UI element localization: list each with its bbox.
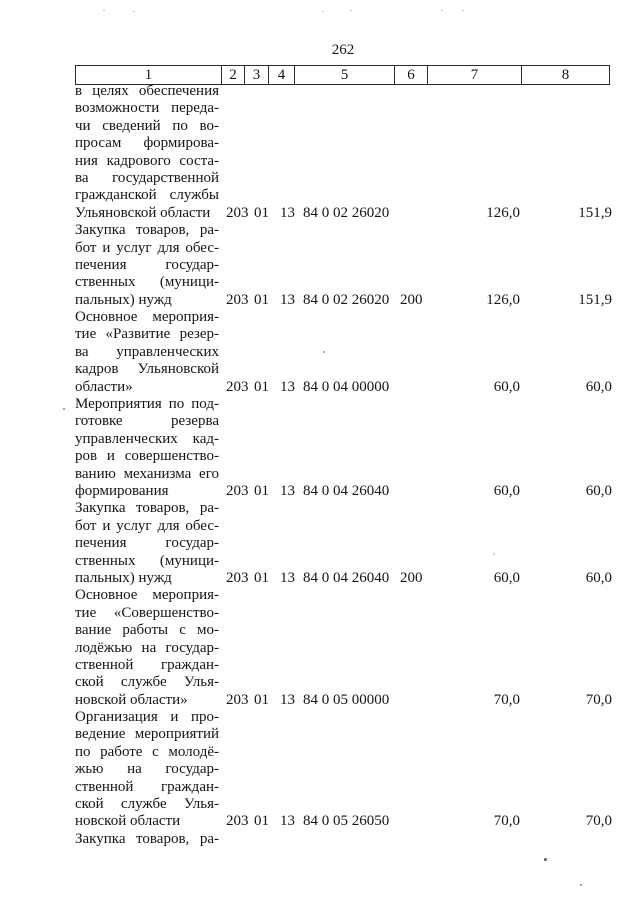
description-line: Закупка товаров, ра-	[75, 830, 219, 847]
amount-year-2-cell: 151,9	[578, 291, 612, 308]
description-line: возможности переда-	[75, 100, 219, 117]
description-line: печения государ-	[75, 535, 219, 552]
description-line: области»	[75, 378, 133, 395]
header-col-7: 7	[428, 66, 522, 84]
ministry-code-cell: 203	[226, 482, 249, 499]
scan-speck	[350, 10, 352, 11]
ministry-code-cell: 203	[226, 291, 249, 308]
scan-speck	[441, 10, 443, 11]
table-row	[75, 396, 612, 500]
section-code-cell: 01	[254, 691, 269, 708]
expense-type-code-cell	[396, 205, 428, 222]
scan-speck	[103, 10, 105, 11]
description-line: ва управленческих	[75, 343, 219, 360]
amount-year-1-cell: 126,0	[486, 291, 520, 308]
header-col-3: 3	[245, 66, 269, 84]
description-line: формирования	[75, 482, 169, 499]
description-line: пальных) нужд	[75, 291, 172, 308]
description-line: ской службе Улья-	[75, 796, 219, 813]
amount-year-1-cell: 126,0	[486, 204, 520, 221]
target-article-code-cell: 84 0 04 00000	[303, 378, 390, 395]
scan-speck	[133, 11, 135, 12]
expense-type-code-cell: 200	[400, 569, 423, 586]
description-line: печения государ-	[75, 256, 219, 273]
page-number: 262	[331, 42, 355, 58]
table-row	[75, 222, 612, 309]
description-line: жью на государ-	[75, 761, 219, 778]
description-line: лодёжью на государ-	[75, 639, 219, 656]
description-line: ственных (муници-	[75, 274, 219, 291]
expense-type-code-cell	[396, 692, 428, 709]
section-code-cell: 01	[254, 291, 269, 308]
description-line: ров и совершенство-	[75, 448, 219, 465]
header-col-8: 8	[522, 66, 610, 84]
description-line: управленческих кад-	[75, 430, 219, 447]
description-line: гражданской службы	[75, 187, 219, 204]
description-line: новской области»	[75, 691, 188, 708]
ministry-code-cell: 203	[226, 204, 249, 221]
description-line: бот и услуг для обес-	[75, 517, 219, 534]
subsection-code-cell: 13	[280, 204, 295, 221]
table-row	[75, 831, 612, 848]
expense-type-code-cell: 200	[400, 291, 423, 308]
description-cell	[75, 309, 222, 396]
description-line: тие «Развитие резер-	[75, 326, 219, 343]
subsection-code-cell: 13	[280, 482, 295, 499]
target-article-code-cell: 84 0 04 26040	[303, 482, 390, 499]
table-row	[75, 500, 612, 587]
description-line: вание работы с мо-	[75, 622, 219, 639]
amount-year-1-cell: 70,0	[493, 691, 520, 708]
header-col-5: 5	[295, 66, 395, 84]
scan-speck	[544, 858, 547, 861]
header-col-2: 2	[222, 66, 245, 84]
expense-type-code-cell	[396, 813, 428, 830]
description-line: ведение мероприятий	[75, 726, 219, 743]
table-row	[75, 309, 612, 396]
description-line: тие «Совершенство-	[75, 604, 219, 621]
expense-type-code-cell	[396, 483, 428, 500]
ministry-code-cell: 203	[226, 378, 249, 395]
description-line: ственных (муници-	[75, 552, 219, 569]
amount-year-2-cell: 60,0	[585, 378, 612, 395]
description-cell	[75, 500, 222, 587]
description-line: ственной граждан-	[75, 656, 219, 673]
header-col-1: 1	[76, 66, 222, 84]
description-line: Основное мероприя-	[75, 587, 219, 604]
table-header-row	[75, 65, 610, 85]
scan-speck	[462, 10, 464, 11]
scan-speck	[63, 408, 65, 410]
section-code-cell: 01	[254, 378, 269, 395]
header-col-4: 4	[269, 66, 295, 84]
description-cell	[75, 222, 222, 309]
description-line: пальных) нужд	[75, 569, 172, 586]
description-line: чи сведений по во-	[75, 117, 219, 134]
amount-year-1-cell: 60,0	[493, 378, 520, 395]
target-article-code-cell: 84 0 02 26020	[303, 204, 390, 221]
description-cell	[75, 587, 222, 709]
ministry-code-cell: 203	[226, 691, 249, 708]
description-line: просам формирова-	[75, 135, 219, 152]
table-body	[75, 83, 612, 848]
amount-year-2-cell: 70,0	[585, 691, 612, 708]
description-line: новской области	[75, 813, 181, 830]
description-cell	[75, 709, 222, 831]
description-line: Основное мероприя-	[75, 309, 219, 326]
amount-year-1-cell: 60,0	[493, 482, 520, 499]
target-article-code-cell: 84 0 02 26020	[303, 291, 390, 308]
scan-speck	[322, 11, 324, 12]
description-line: готовке резерва	[75, 413, 219, 430]
amount-year-1-cell: 60,0	[493, 569, 520, 586]
description-line: Мероприятия по под-	[75, 396, 219, 413]
table-row	[75, 709, 612, 831]
target-article-code-cell: 84 0 04 26040	[303, 569, 390, 586]
description-line: ванию механизма его	[75, 465, 219, 482]
amount-year-2-cell: 151,9	[578, 204, 612, 221]
header-col-6: 6	[395, 66, 428, 84]
subsection-code-cell: 13	[280, 569, 295, 586]
section-code-cell: 01	[254, 813, 269, 830]
description-line: Закупка товаров, ра-	[75, 500, 219, 517]
amount-year-1-cell: 70,0	[493, 813, 520, 830]
subsection-code-cell: 13	[280, 378, 295, 395]
table-row	[75, 83, 612, 222]
description-line: ва государственной	[75, 169, 219, 186]
description-line: Организация и про-	[75, 709, 219, 726]
amount-year-2-cell: 60,0	[585, 569, 612, 586]
target-article-code-cell: 84 0 05 00000	[303, 691, 390, 708]
section-code-cell: 01	[254, 204, 269, 221]
expense-type-code-cell	[396, 379, 428, 396]
description-line: бот и услуг для обес-	[75, 239, 219, 256]
description-line: ской службе Улья-	[75, 674, 219, 691]
ministry-code-cell: 203	[226, 813, 249, 830]
subsection-code-cell: 13	[280, 813, 295, 830]
target-article-code-cell: 84 0 05 26050	[303, 813, 390, 830]
subsection-code-cell: 13	[280, 291, 295, 308]
amount-year-2-cell: 60,0	[585, 482, 612, 499]
description-line: Закупка товаров, ра-	[75, 222, 219, 239]
description-line: ственной граждан-	[75, 778, 219, 795]
description-cell	[75, 396, 222, 500]
ministry-code-cell: 203	[226, 569, 249, 586]
description-cell	[75, 831, 222, 848]
scan-speck	[580, 884, 582, 886]
description-line: Ульяновской области	[75, 204, 211, 221]
description-line: кадров Ульяновской	[75, 361, 219, 378]
section-code-cell: 01	[254, 482, 269, 499]
description-cell	[75, 83, 222, 222]
description-line: ния кадрового соста-	[75, 152, 219, 169]
subsection-code-cell: 13	[280, 691, 295, 708]
description-line: по работе с молодё-	[75, 743, 219, 760]
table-row	[75, 587, 612, 709]
amount-year-2-cell: 70,0	[585, 813, 612, 830]
section-code-cell: 01	[254, 569, 269, 586]
description-line: в целях обеспечения	[75, 83, 219, 99]
